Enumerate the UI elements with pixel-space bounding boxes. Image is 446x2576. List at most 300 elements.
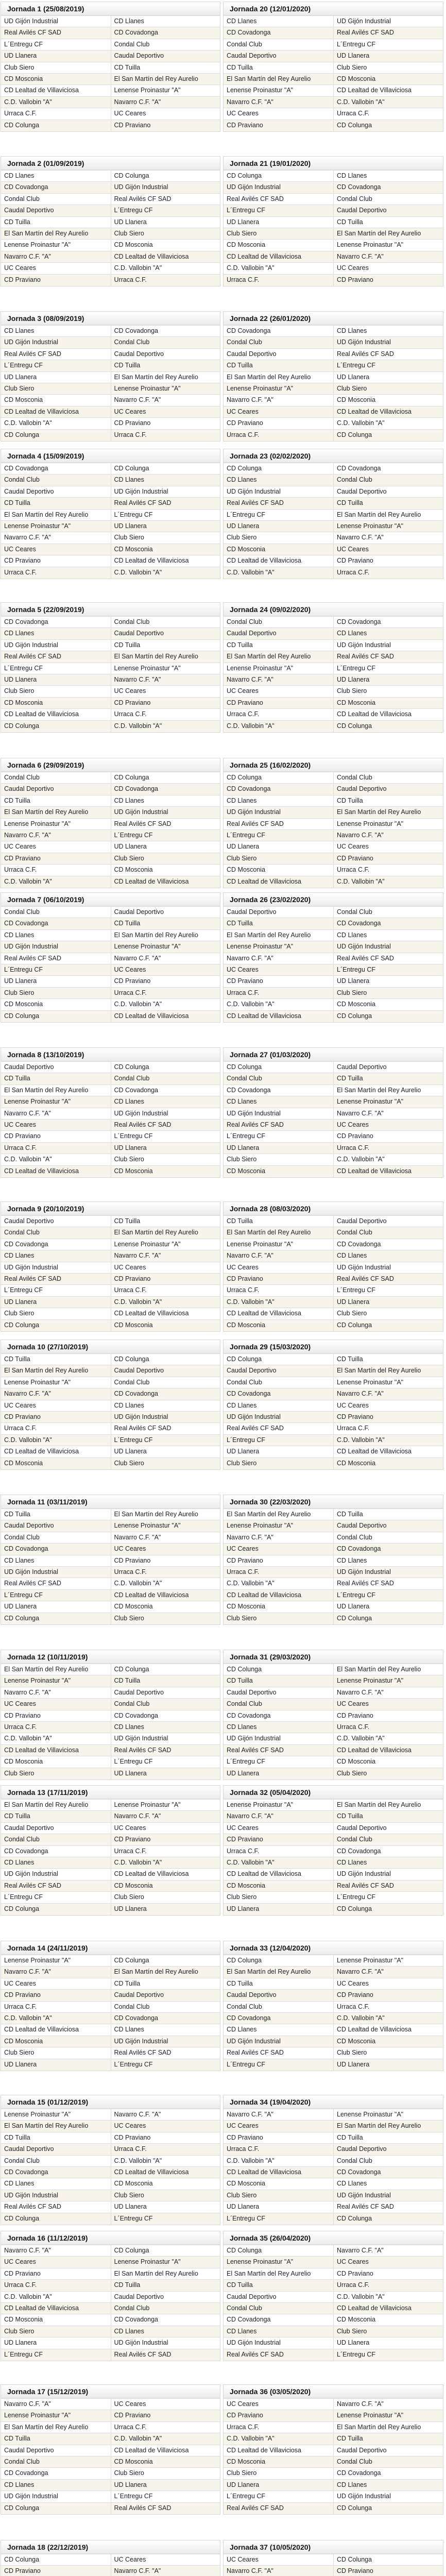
home-team: CD Covadonga <box>227 327 271 334</box>
home-team: CD Praviano <box>227 977 263 985</box>
match-row <box>224 2337 443 2349</box>
home-team: L´Entregu CF <box>227 207 266 214</box>
away-team: CD Covadonga <box>333 617 443 628</box>
away-team: Navarro C.F. "A" <box>333 1687 443 1698</box>
match-list <box>224 1955 443 2071</box>
away-team: Caudal Deportivo <box>333 2445 443 2456</box>
match-row <box>1 2480 220 2491</box>
away-team: L´Entregu CF <box>111 2491 220 2502</box>
away-team: CD Mosconia <box>111 544 220 555</box>
home-team: CD Lealtad de Villaviciosa <box>227 877 301 885</box>
match-row <box>1 1435 220 1446</box>
away-team: CD Colunga <box>111 1062 220 1073</box>
away-team: CD Colunga <box>333 1011 443 1022</box>
match-row <box>1 1285 220 1296</box>
match-row <box>224 2144 443 2155</box>
home-team: CD Mosconia <box>227 1321 266 1329</box>
home-team: CD Praviano <box>4 276 41 283</box>
match-row <box>224 1285 443 1296</box>
match-row <box>1 567 220 579</box>
home-team: Urraca C.F. <box>4 1425 37 1432</box>
round-title: Jornada 33 (12/04/2020) <box>224 1941 443 1955</box>
match-row <box>1 1262 220 1274</box>
away-team: CD Colunga <box>111 1354 220 1365</box>
away-team: Condal Club <box>333 1227 443 1238</box>
away-team: CD Tuilla <box>333 2433 443 2444</box>
away-team: UD Llanera <box>333 2059 443 2071</box>
away-team: Real Avilés CF SAD <box>111 194 220 205</box>
home-team: CD Praviano <box>227 2412 263 2419</box>
match-row <box>1 2326 220 2337</box>
away-team: CD Lealtad de Villaviciosa <box>111 2445 220 2456</box>
away-team: Caudal Deportivo <box>333 205 443 216</box>
home-team: CD Llanes <box>4 172 35 179</box>
home-team: L´Entregu CF <box>4 965 43 973</box>
match-row <box>1 876 220 888</box>
match-row <box>224 1308 443 1319</box>
away-team: CD Llanes <box>111 474 220 485</box>
match-row <box>224 1567 443 1578</box>
away-team: UD Llanera <box>111 1904 220 1915</box>
home-team: L´Entregu CF <box>227 1132 266 1140</box>
home-team: Real Avilés CF SAD <box>227 1746 284 1754</box>
match-list <box>1 463 220 579</box>
match-list <box>224 1664 443 1780</box>
home-team: CD Mosconia <box>227 545 266 553</box>
round-title: Jornada 8 (13/10/2019) <box>1 1048 220 1062</box>
away-team: Navarro C.F. "A" <box>111 2566 220 2576</box>
home-team: UC Ceares <box>227 408 259 415</box>
away-team: CD Praviano <box>111 120 220 131</box>
home-team: CD Llanes <box>4 2180 35 2188</box>
home-team: CD Praviano <box>227 699 263 706</box>
away-team: CD Colunga <box>333 1613 443 1624</box>
home-team: CD Tuilla <box>227 920 253 927</box>
match-list <box>224 617 443 732</box>
away-team: Urraca C.F. <box>333 1143 443 1154</box>
away-team: Lenense Proinastur "A" <box>333 1377 443 1388</box>
away-team: El San Martín del Rey Aurelio <box>111 372 220 383</box>
home-team: CD Colunga <box>227 465 262 472</box>
match-row <box>224 544 443 555</box>
home-team: Real Avilés CF SAD <box>4 1882 61 1889</box>
home-team: CD Lealtad de Villaviciosa <box>227 2446 301 2454</box>
away-team: CD Covadonga <box>111 1710 220 1721</box>
home-team: Navarro C.F. "A" <box>4 1109 51 1117</box>
away-team: Real Avilés CF SAD <box>111 1120 220 1130</box>
home-team: CD Tuilla <box>4 796 30 804</box>
home-team: UC Ceares <box>4 545 36 553</box>
match-row <box>1 2349 220 2361</box>
home-team: CD Covadonga <box>4 1545 48 1553</box>
home-team: CD Colunga <box>4 722 40 730</box>
away-team: CD Covadonga <box>333 2468 443 2479</box>
away-team: Lenense Proinastur "A" <box>111 85 220 96</box>
match-row <box>224 62 443 74</box>
home-team: Caudal Deportivo <box>227 1367 277 1375</box>
home-team: Club Siero <box>4 2049 35 2057</box>
round-title: Jornada 11 (03/11/2019) <box>1 1495 220 1509</box>
home-team: L´Entregu CF <box>4 40 43 48</box>
match-row <box>1 841 220 853</box>
home-team: Navarro C.F. "A" <box>4 1968 51 1976</box>
match-row <box>1 39 220 50</box>
home-team: CD Llanes <box>227 796 257 804</box>
away-team: CD Mosconia <box>111 240 220 250</box>
away-team: Lenense Proinastur "A" <box>333 521 443 532</box>
match-row <box>224 2047 443 2059</box>
home-team: CD Covadonga <box>227 2014 271 2022</box>
round-table <box>223 1495 443 1625</box>
match-row <box>1 182 220 193</box>
match-row <box>224 1108 443 1120</box>
home-team: CD Praviano <box>227 121 263 129</box>
match-row <box>1 795 220 807</box>
away-team: UD Gijón Industrial <box>111 807 220 818</box>
away-team: CD Lealtad de Villaviciosa <box>333 2024 443 2035</box>
home-team: Caudal Deportivo <box>4 487 54 495</box>
match-row <box>224 807 443 818</box>
home-team: CD Mosconia <box>227 2458 266 2465</box>
away-team: UC Ceares <box>333 841 443 852</box>
home-team: CD Colunga <box>4 1321 40 1329</box>
match-row <box>224 2002 443 2013</box>
match-list <box>1 1800 220 1915</box>
away-team: CD Lealtad de Villaviciosa <box>333 1446 443 1457</box>
home-team: Navarro C.F. "A" <box>227 954 273 962</box>
home-team: C.D. Vallobin "A" <box>227 2435 275 2443</box>
match-row <box>224 1250 443 1262</box>
match-row <box>1 2303 220 2314</box>
match-row <box>224 182 443 193</box>
match-row <box>224 1120 443 1131</box>
home-team: Navarro C.F. "A" <box>4 252 51 260</box>
away-team: L´Entregu CF <box>333 964 443 975</box>
match-row <box>224 617 443 628</box>
match-row <box>224 953 443 964</box>
home-team: UC Ceares <box>227 1545 259 1553</box>
away-team: C.D. Vallobin "A" <box>333 2292 443 2302</box>
match-row <box>1 1096 220 1108</box>
away-team: CD Tuilla <box>333 498 443 509</box>
match-row <box>224 1320 443 1331</box>
round-table <box>1 311 220 442</box>
home-team: CD Praviano <box>4 1711 41 1719</box>
match-row <box>224 171 443 182</box>
home-team: CD Colunga <box>4 431 40 438</box>
away-team: L´Entregu CF <box>333 1590 443 1601</box>
away-team: Urraca C.F. <box>111 2422 220 2433</box>
away-team: Real Avilés CF SAD <box>333 953 443 964</box>
home-team: El San Martín del Rey Aurelio <box>4 1666 89 1673</box>
away-team: C.D. Vallobin "A" <box>333 418 443 429</box>
away-team: CD Covadonga <box>111 1085 220 1096</box>
match-row <box>224 2156 443 2167</box>
home-team: CD Lealtad de Villaviciosa <box>4 408 79 415</box>
match-row <box>1 941 220 953</box>
match-row <box>1 1590 220 1601</box>
match-row <box>224 2554 443 2566</box>
away-team: CD Colunga <box>111 1955 220 1966</box>
round-title: Jornada 7 (06/10/2019) <box>1 893 220 907</box>
home-team: CD Mosconia <box>4 1758 43 1766</box>
away-team: UD Llanera <box>333 1601 443 1612</box>
home-team: Caudal Deportivo <box>4 785 54 793</box>
match-list <box>1 1354 220 1469</box>
round-table <box>223 156 443 286</box>
away-team: CD Colunga <box>333 430 443 441</box>
home-team: UC Ceares <box>227 2122 259 2130</box>
home-team: CD Lealtad de Villaviciosa <box>227 1012 301 1020</box>
match-row <box>224 2456 443 2468</box>
away-team: El San Martín del Rey Aurelio <box>333 228 443 239</box>
home-team: CD Tuilla <box>227 1677 253 1685</box>
round-table <box>223 1785 443 1916</box>
match-row <box>224 228 443 240</box>
away-team: CD Tuilla <box>333 1354 443 1365</box>
away-team: Urraca C.F. <box>111 275 220 286</box>
away-team: El San Martín del Rey Aurelio <box>333 1800 443 1810</box>
match-row <box>1 1108 220 1120</box>
away-team: UD Gijón Industrial <box>333 337 443 348</box>
match-list <box>224 2399 443 2514</box>
home-team: Lenense Proinastur "A" <box>227 664 294 672</box>
match-row <box>224 1262 443 1274</box>
away-team: El San Martín del Rey Aurelio <box>111 930 220 941</box>
away-team: CD Colunga <box>333 2213 443 2225</box>
match-row <box>224 628 443 639</box>
home-team: UD Gijón Industrial <box>227 487 281 495</box>
round-table <box>223 1201 443 1332</box>
match-row <box>224 841 443 853</box>
match-row <box>224 2190 443 2201</box>
match-row <box>1 2257 220 2268</box>
away-team: CD Colunga <box>111 1664 220 1675</box>
round-table <box>223 2095 443 2225</box>
match-row <box>224 1412 443 1423</box>
round-title: Jornada 34 (19/04/2020) <box>224 2095 443 2109</box>
home-team: Condal Club <box>227 2304 262 2312</box>
away-team: CD Mosconia <box>111 865 220 875</box>
away-team: Navarro C.F. "A" <box>111 953 220 964</box>
away-team: CD Colunga <box>111 171 220 181</box>
away-team: UD Llanera <box>111 2201 220 2212</box>
away-team: CD Lealtad de Villaviciosa <box>333 85 443 96</box>
match-row <box>1 999 220 1010</box>
home-team: El San Martín del Rey Aurelio <box>227 1968 311 1976</box>
home-team: Real Avilés CF SAD <box>227 2350 284 2358</box>
away-team: Caudal Deportivo <box>111 2292 220 2302</box>
home-team: Urraca C.F. <box>227 2423 260 2431</box>
home-team: C.D. Vallobin "A" <box>4 419 52 427</box>
home-team: UD Llanera <box>4 1298 37 1306</box>
home-team: L´Entregu CF <box>4 664 43 672</box>
match-row <box>1 251 220 263</box>
match-row <box>1 2036 220 2047</box>
home-team: UC Ceares <box>4 1700 36 1708</box>
match-row <box>1 544 220 555</box>
match-row <box>1 532 220 544</box>
round-table <box>1 1785 220 1916</box>
match-row <box>224 1834 443 1845</box>
home-team: UD Gijón Industrial <box>4 641 58 649</box>
match-list <box>224 1216 443 1331</box>
home-team: Condal Club <box>4 774 40 781</box>
match-list <box>1 2245 220 2361</box>
home-team: Condal Club <box>4 908 40 916</box>
away-team: Urraca C.F. <box>333 1722 443 1733</box>
match-row <box>224 2109 443 2121</box>
away-team: CD Tuilla <box>333 1811 443 1822</box>
home-team: CD Lealtad de Villaviciosa <box>4 710 79 718</box>
away-team: C.D. Vallobin "A" <box>111 1578 220 1589</box>
away-team: Urraca C.F. <box>333 567 443 579</box>
away-team: Caudal Deportivo <box>333 1520 443 1531</box>
round-table <box>1 2540 220 2576</box>
away-team: CD Covadonga <box>333 1239 443 1250</box>
match-row <box>1 2121 220 2132</box>
match-row <box>224 1216 443 1227</box>
match-row <box>1 1297 220 1308</box>
away-team: CD Llanes <box>111 1096 220 1107</box>
match-row <box>224 2491 443 2502</box>
home-team: Lenense Proinastur "A" <box>4 522 71 530</box>
match-row <box>224 1800 443 1811</box>
match-row <box>1 1722 220 1733</box>
match-row <box>224 1509 443 1520</box>
home-team: CD Colunga <box>227 1355 262 1363</box>
home-team: Caudal Deportivo <box>227 52 277 60</box>
away-team: CD Praviano <box>333 555 443 566</box>
home-team: UD Llanera <box>227 2203 260 2211</box>
match-row <box>224 1904 443 1915</box>
away-team: CD Lealtad de Villaviciosa <box>111 1590 220 1601</box>
match-row <box>224 1699 443 1710</box>
home-team: Lenense Proinastur "A" <box>227 1801 294 1808</box>
match-row <box>224 510 443 521</box>
home-team: CD Praviano <box>4 2567 41 2575</box>
away-team: Lenense Proinastur "A" <box>111 383 220 394</box>
away-team: Lenense Proinastur "A" <box>111 1800 220 1810</box>
home-team: Condal Club <box>4 1836 40 1843</box>
round-table <box>223 1650 443 1780</box>
match-row <box>224 1377 443 1388</box>
away-team: El San Martín del Rey Aurelio <box>111 1227 220 1238</box>
away-team: C.D. Vallobin "A" <box>333 97 443 108</box>
home-team: CD Tuilla <box>227 1217 253 1225</box>
away-team: CD Mosconia <box>333 2036 443 2047</box>
away-team: L´Entregu CF <box>333 663 443 674</box>
match-row <box>224 74 443 85</box>
away-team: Condal Club <box>111 617 220 628</box>
home-team: CD Praviano <box>227 1556 263 1564</box>
match-list <box>224 772 443 888</box>
away-team: CD Covadonga <box>111 1388 220 1399</box>
home-team: Lenense Proinastur "A" <box>227 87 294 94</box>
away-team: Urraca C.F. <box>111 1567 220 1578</box>
match-row <box>1 74 220 85</box>
away-team: CD Lealtad de Villaviciosa <box>333 1745 443 1756</box>
match-row <box>1 2002 220 2013</box>
away-team: Club Siero <box>333 988 443 998</box>
match-list <box>224 171 443 286</box>
home-team: Lenense Proinastur "A" <box>227 943 294 951</box>
home-team: UD Gijón Industrial <box>4 943 58 951</box>
match-row <box>1 1880 220 1892</box>
match-row <box>1 50 220 62</box>
home-team: CD Mosconia <box>227 241 266 249</box>
match-row <box>1 2337 220 2349</box>
match-row <box>1 349 220 360</box>
home-team: UD Llanera <box>227 1448 260 1455</box>
match-row <box>224 2268 443 2280</box>
match-row <box>1 976 220 987</box>
away-team: CD Praviano <box>111 976 220 987</box>
match-row <box>224 2132 443 2144</box>
home-team: El San Martín del Rey Aurelio <box>227 2269 311 2277</box>
home-team: Urraca C.F. <box>4 866 37 874</box>
match-row <box>1 1085 220 1096</box>
home-team: CD Lealtad de Villaviciosa <box>4 1746 79 1754</box>
match-row <box>1 2024 220 2036</box>
match-row <box>224 1354 443 1365</box>
match-row <box>1 2201 220 2213</box>
away-team: Navarro C.F. "A" <box>333 532 443 543</box>
away-team: Caudal Deportivo <box>111 50 220 61</box>
home-team: UD Gijón Industrial <box>227 1413 281 1420</box>
home-team: C.D. Vallobin "A" <box>227 1580 275 1587</box>
round-table <box>223 2540 443 2576</box>
home-team: El San Martín del Rey Aurelio <box>227 931 311 939</box>
match-row <box>1 617 220 628</box>
match-row <box>224 2213 443 2225</box>
match-row <box>1 2268 220 2280</box>
home-team: CD Lealtad de Villaviciosa <box>227 1870 301 1878</box>
match-row <box>1 2280 220 2291</box>
round-table <box>223 892 443 1023</box>
match-row <box>224 39 443 50</box>
away-team: UC Ceares <box>111 1262 220 1273</box>
home-team: CD Lealtad de Villaviciosa <box>227 252 301 260</box>
away-team: CD Mosconia <box>333 1756 443 1767</box>
match-row <box>224 930 443 941</box>
home-team: C.D. Vallobin "A" <box>227 568 275 576</box>
match-row <box>224 784 443 795</box>
match-row <box>1 1412 220 1423</box>
away-team: CD Tuilla <box>333 1073 443 1084</box>
away-team: UD Gijón Industrial <box>111 2337 220 2348</box>
match-row <box>1 1869 220 1880</box>
home-team: Caudal Deportivo <box>227 630 277 637</box>
away-team: UC Ceares <box>111 964 220 975</box>
home-team: CD Praviano <box>227 2133 263 2141</box>
match-row <box>224 395 443 406</box>
home-team: CD Colunga <box>227 172 262 179</box>
away-team: Real Avilés CF SAD <box>111 2349 220 2361</box>
match-row <box>1 721 220 732</box>
home-team: L´Entregu CF <box>227 2493 266 2500</box>
match-row <box>1 62 220 74</box>
away-team: Club Siero <box>333 686 443 697</box>
match-list <box>1 1955 220 2071</box>
match-row <box>224 795 443 807</box>
match-row <box>224 1664 443 1675</box>
away-team: C.D. Vallobin "A" <box>111 721 220 732</box>
round-title: Jornada 21 (19/01/2020) <box>224 157 443 171</box>
home-team: Urraca C.F. <box>227 989 260 996</box>
home-team: CD Covadonga <box>4 1240 48 1248</box>
match-row <box>1 2456 220 2468</box>
